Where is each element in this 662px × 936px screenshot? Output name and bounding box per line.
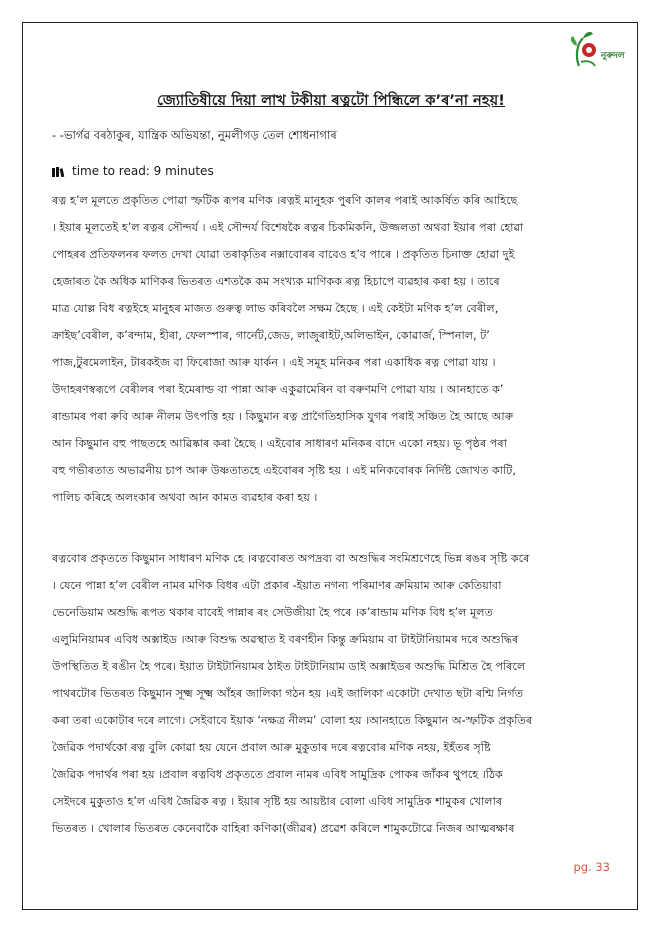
paragraph-line: ৰত্ন হ’ল মূলতে প্ৰকৃতিত পোৱা স্ফটিক ৰূপৰ মণিক ।ৰত্নই মানুহক পুৰণি কালৰ পৰাই আকৰ্ষিত কৰি আহিছে [52,194,518,207]
paragraph-line: । ইয়াৰ মূলতেই হ’ল ৰত্নৰ সৌন্দৰ্য । এই সৌন্দৰ্য বিশেষকৈ ৰত্নৰ চিকমিকনি, উজ্জলতা অথবা ইয়াৰ পৰা হোৱা [52,221,524,234]
article-title: জ্যোতিষীয়ে দিয়া লাখ টকীয়া ৰত্নটো পিন্ধিলে ক’ৰ’না নহয়! [156,93,506,109]
paragraph-line: পাজ,টুৰমেলাইন, টাৰকইজ বা ফিৰোজা আৰু যাৰ্কন । এই সমূহ মনিকৰ পৰা একাধিক ৰত্ন পোৱা যায় । [52,356,496,369]
paragraph-line: উপস্থিতিত ই ৰঙীন হৈ পৰে। ইয়াত টাইটানিয়ামৰ ঠাইত টাইটানিয়াম ডাই অক্সাইডৰ অশুদ্ধি মিশ্ৰিত হৈ পৰিলে [52,660,526,673]
paragraph-1 [52,187,612,511]
paragraph-line: কৰা তৰা একোটাৰ দৰে লাগে। সেইবাবে ইয়াক ‘নক্ষত্ৰ নীলম’ বোলা হয় ।আনহাতে কিছুমান অ-স্ফটিক প্ৰকৃতিৰ [52,714,533,727]
paragraph-line: জৈৱিক পদাৰ্থৰ পৰা হয় ।প্ৰবাল ৰত্নবিধ প্ৰকৃততে প্ৰবাল নামৰ এবিধ সামুদ্ৰিক পোকৰ জাঁকৰ থুপহে ।ঠিক [52,768,503,781]
book-icon [52,166,66,176]
paragraph-2 [52,545,612,842]
page-number: pg. 33 [573,860,610,874]
paragraph-line: উদাহৰণস্বৰূপে বেৰীলৰ পৰা ইমেৰাল্ড বা পান্না আৰু একুৱামেৰিন বা বৰুণমণি পোৱা যায় । আনহাতে ক’ [52,383,504,396]
paragraph-line: সেইদৰে মুকুতাও হ’ল এবিধ জৈৱিক ৰত্ন । ইয়াৰ সৃষ্টি হয় আয়ষ্টাৰ বোলা এবিধ সামুদ্ৰিক শামুকৰ খোলাৰ [52,795,503,808]
paragraph-line: পোহৰৰ প্ৰতিফলনৰ ফলত দেখা যোৱা তৰাকৃতিৰ নক্সাবোৰৰ বাবেও হ’ব পাৰে । প্ৰকৃতিত চিনাক্ত হোৱা দুই [52,248,515,261]
paragraph-line: ৰত্নবোৰ প্ৰকৃততে কিছুমান সাধাৰণ মণিক হে ।ৰত্নবোৰত অপদ্ৰব্য বা অশুদ্ধিৰ সংমিশ্ৰণেহে ভিন্ন ৰঙৰ সৃষ্টি কৰে [52,552,530,565]
paragraph-line: এলুমিনিয়ামৰ এবিধ অক্সাইড ।আৰু বিশুদ্ধ অৱস্থাত ই বৰণহীন কিন্তু ক্ৰমিয়াম বা টাইটানিয়ামৰ দৰে অশুদ্ধিৰ [52,633,519,646]
read-time [52,164,214,178]
paragraph-line: পাথৰটোৰ ভিতৰত কিছুমান সূক্ষ্ম সূক্ষ্ম আঁহৰ জালিকা গঠন হয় ।এই জালিকা একোটা দেখাত ছটা ৰশ্মি নিৰ্গত [52,687,524,700]
paragraph-line: ভেনেডিয়াম অশুদ্ধি ৰূপত থকাৰ বাবেই পান্নাৰ ৰং সেউজীয়া হৈ পৰে ।ক’ৰান্ডাম মণিক বিধ হ’ল মূলত [52,606,493,619]
paragraph-line: জৈৱিক পদাৰ্থকো ৰত্ন বুলি কোৱা হয় যেনে প্ৰবাল আৰু মুকুতাৰ দৰে ৰত্নবোৰ মণিক নহয়, ইহঁতৰ সৃষ্টি [52,741,491,754]
paragraph-line: ৰান্ডামৰ পৰা ৰুবি আৰু নীলম উৎপত্তি হয় । কিছুমান ৰত্ন প্ৰাগৈতিহাসিক যুগৰ পৰাই সঞ্চিত হৈ আছে আৰু [52,410,514,423]
paragraph-line: বহু গভীৰতাত অভাৱনীয় চাপ আৰু উষ্ণতাতহে এইবোৰৰ সৃষ্টি হয় । এই মনিকবোৰক নিৰ্দিষ্ট জোখত কাটি, [52,464,516,477]
article-byline: - -ভাৰ্গৱ বৰঠাকুৰ, যান্ত্ৰিক অভিযন্তা, নুমলীগড় তেল শোধনাগাৰ [52,128,337,142]
paragraph-line: ভিতৰত । খোলাৰ ভিতৰত কেনেবাকৈ বাহিৰা কণিকা(জীৱৰ) প্ৰৱেশ কৰিলে শামুকটোৱে নিজৰ আত্মৰক্ষাৰ [52,822,515,835]
read-time-text: time to read: 9 minutes [72,164,214,178]
paragraph-line: পালিচ কৰিহে অলংকাৰ অথবা আন কামত ব্যৱহাৰ কৰা হয় । [52,491,318,504]
paragraph-line: হেজাৰত কৈ অধিক মাণিকৰ ভিতৰত এশতকৈ কম সংখ্যক মাণিকক ৰত্ন হিচাপে ব্যৱহাৰ কৰা হয় । তাৰে [52,275,500,288]
paragraph-line: আন কিছুমান বহু পাছতহে আৱিষ্কাৰ কৰা হৈছে । এইবোৰ সাধাৰণ মনিকৰ বাদে একো নহয়। ভূ পৃষ্ঠৰ পৰা [52,437,507,450]
paragraph-line: । যেনে পান্না হ’ল বেৰীল নামৰ মণিক বিধৰ এটা প্ৰকাৰ -ইয়াত নগন্য পৰিমাণৰ ক্ৰমিয়াম আৰু কেতিয়াবা [52,579,502,592]
paragraph-line: ক্ৰাইছ’বেৰীল, ক’ৰন্দাম, হীৰা, ফেলস্পাৰ, গাৰ্নেট,জেড, লাজুৰাইট,অলিভাইন, কোৱাৰ্জ, স্পিনাল, ট’ [52,329,490,342]
paragraph-line: মাত্ৰ যোল্ল বিধ ৰত্নইহে মানুহৰ মাজত গুৰুত্ব লাভ কৰিবলৈ সক্ষম হৈছে । এই কেইটা মণিক হ’ল বেৰীল, [52,302,499,315]
logo-text: নুৰুদল [601,51,625,61]
